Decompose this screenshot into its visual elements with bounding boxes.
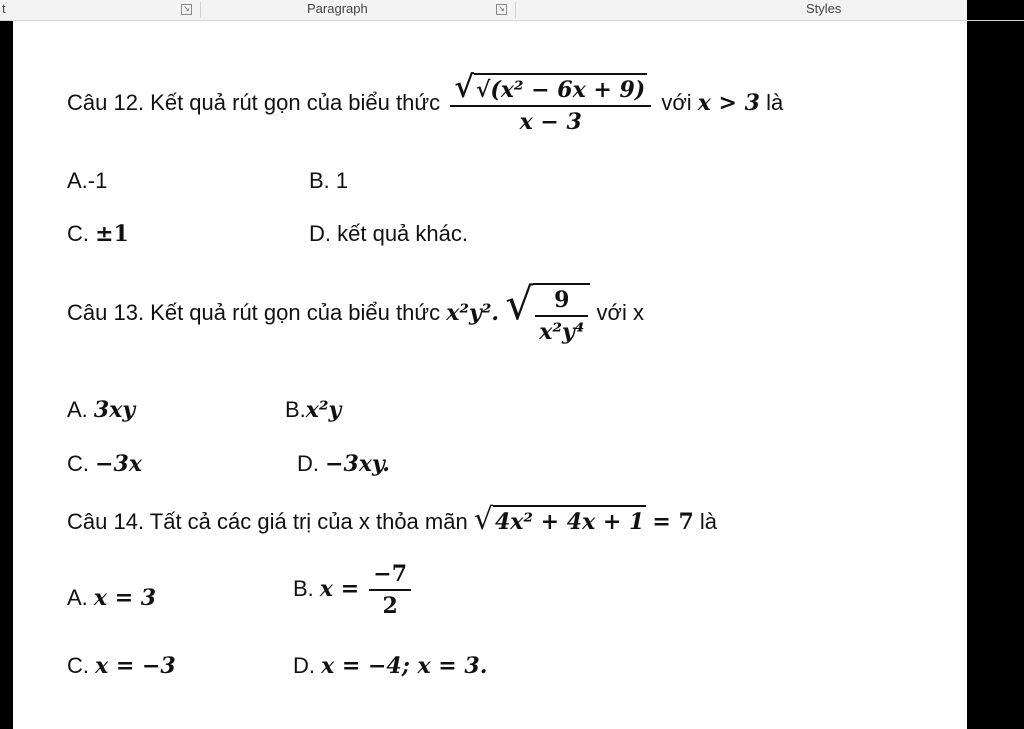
fraction-numerator: −7 <box>369 561 411 591</box>
option-value: ±1 <box>95 221 129 247</box>
option-value: -1 <box>87 168 108 193</box>
ribbon-separator <box>515 2 516 18</box>
question-suffix: với x <box>596 299 644 325</box>
option-label: A. <box>67 397 88 422</box>
ribbon-left-label: t <box>2 1 6 16</box>
option-d[interactable] <box>297 451 390 477</box>
option-value: 1 <box>335 168 349 193</box>
fraction-denominator: 2 <box>382 593 398 619</box>
document-page[interactable] <box>13 21 967 729</box>
option-value: kết quả khác. <box>337 221 468 246</box>
ribbon-bar <box>0 0 1024 21</box>
sqrt-expression: √ $\frac{9}{\text{x²y⁴}}$ <box>505 283 590 345</box>
option-label: B. <box>309 168 330 193</box>
option-label: B. <box>285 397 306 422</box>
question-14 <box>67 502 718 537</box>
fraction-numerator: 9 <box>535 287 588 317</box>
sqrt-expression: √ 4x² + 4x + 1 <box>473 502 645 537</box>
window-dark-area <box>967 0 1024 20</box>
option-a[interactable] <box>67 397 135 423</box>
question-text: Câu 13. Kết quả rút gọn của biểu thức <box>67 299 441 325</box>
option-label: C. <box>67 221 89 246</box>
ribbon-separator <box>200 2 201 18</box>
option-value: −3xy. <box>325 451 390 477</box>
option-value: 3xy <box>93 397 136 423</box>
option-c[interactable] <box>67 451 142 477</box>
option-value: x = 3 <box>93 585 157 611</box>
option-a[interactable] <box>67 585 156 611</box>
paragraph-dialog-launcher-icon[interactable]: ↘ <box>496 4 507 15</box>
option-value: x²y <box>305 397 342 423</box>
question-12 <box>67 70 784 135</box>
option-c[interactable] <box>67 653 176 679</box>
lead-expression: x²y². <box>446 299 500 326</box>
option-label: C. <box>67 451 89 476</box>
fraction-numerator: √(x² − 6x + 9) <box>474 73 647 103</box>
option-value: x = −4; x = 3. <box>321 653 488 679</box>
option-a[interactable] <box>67 168 107 194</box>
font-dialog-launcher-icon[interactable]: ↘ <box>181 4 192 15</box>
ribbon-styles-label: Styles <box>806 1 842 16</box>
option-label: D. <box>297 451 319 476</box>
equation-rhs: = 7 <box>652 509 694 535</box>
option-value: x = <box>319 575 360 602</box>
question-13 <box>67 279 644 345</box>
radicand: 4x² + 4x + 1 <box>493 505 646 535</box>
fraction-denominator: x − 3 <box>519 109 582 135</box>
option-label: A. <box>67 585 88 610</box>
ribbon-paragraph-label: Paragraph <box>307 1 368 16</box>
question-suffix-end: là <box>766 89 784 115</box>
question-text: Câu 12. Kết quả rút gọn của biểu thức <box>67 89 441 115</box>
option-label: D. <box>293 653 315 678</box>
option-value: −3x <box>95 451 142 477</box>
option-b[interactable] <box>293 561 415 619</box>
option-label: B. <box>293 575 314 601</box>
option-d[interactable] <box>309 221 468 247</box>
option-label: C. <box>67 653 89 678</box>
option-d[interactable] <box>293 653 487 679</box>
question-text: Câu 14. Tất cả các giá trị của x thỏa mãn <box>67 509 468 534</box>
question-suffix: với <box>661 89 692 115</box>
fraction-denominator: x²y⁴ <box>539 319 585 345</box>
option-label: D. <box>309 221 331 246</box>
fraction-expression: √ √(x² − 6x + 9) x − 3 <box>450 73 651 135</box>
question-suffix: là <box>699 509 718 534</box>
option-c[interactable] <box>67 221 129 247</box>
option-b[interactable] <box>285 397 341 423</box>
option-b[interactable] <box>309 168 348 194</box>
fraction-expression <box>369 561 411 619</box>
option-value: x = −3 <box>95 653 176 679</box>
condition-expression: x > 3 <box>697 89 760 116</box>
option-label: A. <box>67 168 88 193</box>
